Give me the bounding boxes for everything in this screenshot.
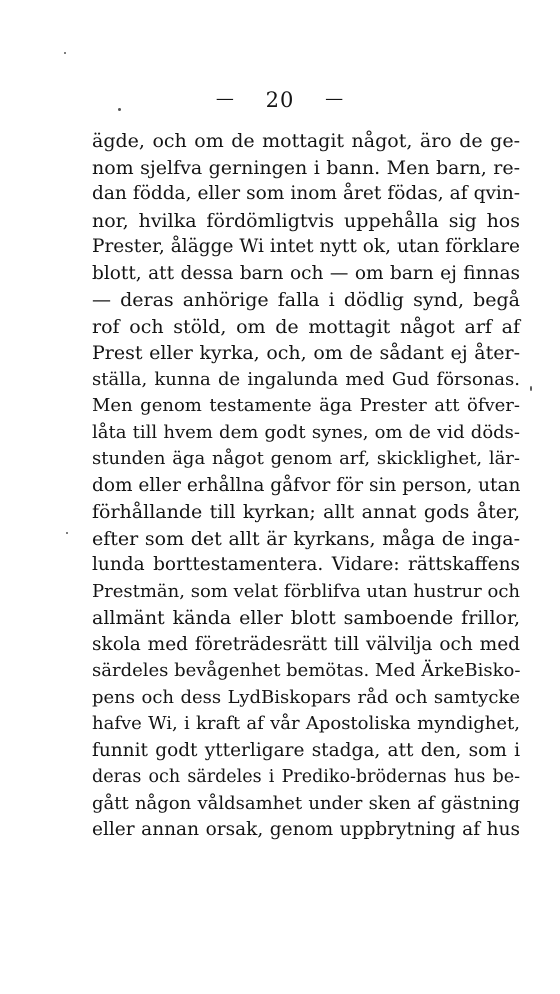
text-line: efter som det allt är kyrkans, måga de inga-: [92, 527, 520, 550]
header-dash-right: —: [325, 88, 345, 109]
body-text: [92, 128, 520, 844]
text-line: förhållande till kyrkan; allt annat gods åter,: [92, 501, 520, 523]
text-line: lunda borttestamentera. Vidare: rättskaffens: [92, 554, 520, 575]
paper-speck: [118, 108, 121, 111]
text-line: hafve Wi, i kraft af vår Apostoliska myndighet,: [92, 713, 520, 734]
text-line: Prest eller kyrka, och, om de sådant ej åter-: [92, 342, 520, 364]
header-dash-left: —: [215, 88, 235, 109]
text-line: funnit godt ytterligare stadga, att den, som i: [92, 739, 520, 761]
text-line: Prester, ålägge Wi intet nytt ok, utan förklare: [92, 236, 520, 257]
text-line: ägde, och om de mottagit något, äro de ge-: [92, 130, 520, 152]
page-number: 20: [265, 88, 295, 112]
text-line: skola med företrädesrätt till välvilja och med: [92, 633, 520, 655]
paper-speck: [530, 386, 532, 391]
text-line: nom sjelfva gerningen i bann. Men barn, re-: [92, 156, 520, 179]
text-line: pens och dess LydBiskopars råd och samtycke: [92, 686, 520, 708]
text-line: — deras anhörige falla i dödlig synd, begå: [92, 289, 520, 311]
text-line: gått någon våldsamhet under sken af gästning: [92, 792, 520, 814]
text-line: särdeles bevågenhet bemötas. Med ÄrkeBisko-: [92, 660, 521, 681]
text-line: Men genom testamente äga Prester att öfver-: [92, 395, 520, 416]
paper-speck: [64, 52, 66, 54]
text-line: Prestmän, som velat förblifva utan hustrur och: [92, 580, 520, 602]
text-line: stunden äga något genom arf, skicklighet, lär-: [92, 448, 520, 469]
text-line: nor, hvilka fördömligtvis uppehålla sig hos: [92, 209, 520, 232]
text-line: dan födda, eller som inom året födas, af qvin-: [92, 183, 520, 204]
page-header: [0, 88, 560, 112]
text-line: deras och särdeles i Prediko-brödernas hus be-: [92, 767, 520, 787]
text-line: rof och stöld, om de mottagit något arf af: [92, 315, 520, 338]
text-line: ställa, kunna de ingalunda med Gud försonas.: [92, 368, 520, 390]
text-line: allmänt kända eller blott samboende frillor,: [92, 607, 520, 629]
text-line: låta till hvem dem godt synes, om de vid döds-: [92, 421, 520, 443]
text-line: dom eller erhållna gåfvor för sin person, utan: [92, 474, 521, 496]
text-line: eller annan orsak, genom uppbrytning af hus: [92, 819, 520, 840]
text-line: blott, att dessa barn och — om barn ej finnas: [92, 262, 520, 284]
paper-speck: [66, 532, 68, 534]
